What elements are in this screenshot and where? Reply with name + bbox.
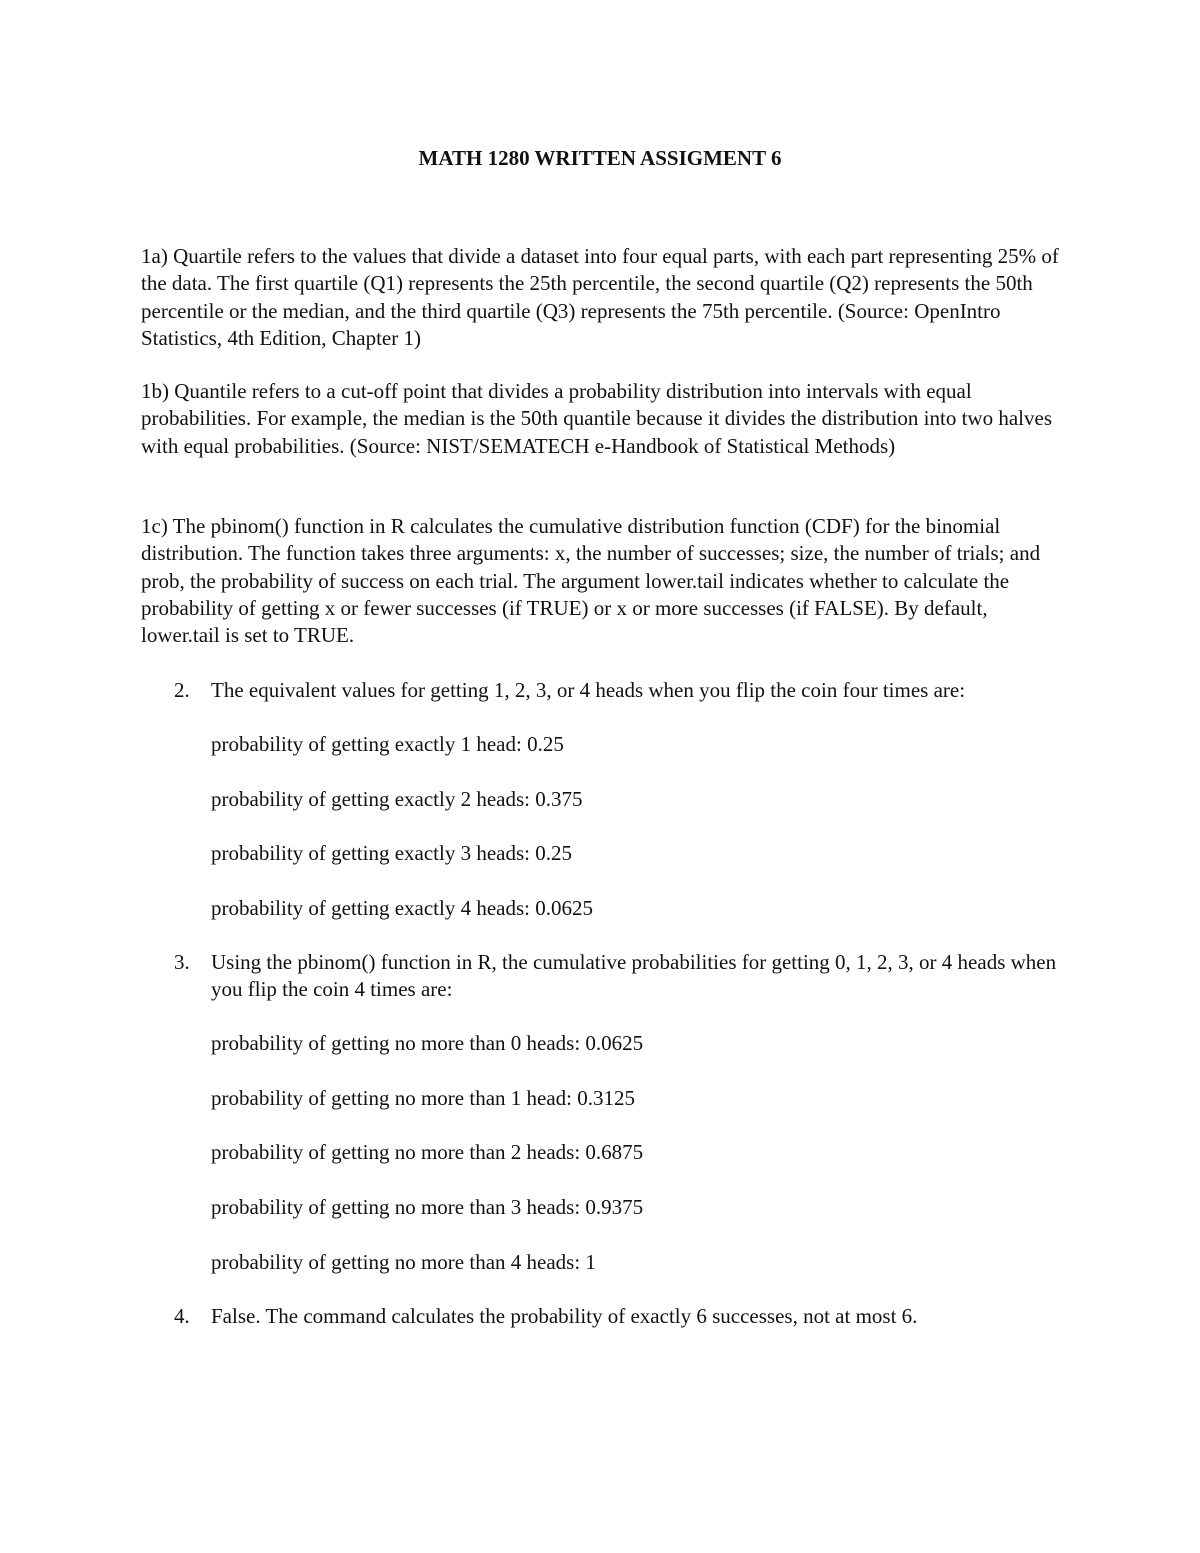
answer-2-number: 2. [174, 678, 190, 702]
answer-2-line: probability of getting exactly 3 heads: 0.25 [211, 841, 572, 865]
answer-1c [141, 513, 1071, 649]
answer-4-number: 4. [174, 1304, 190, 1328]
answer-1b-text: 1b) Quantile refers to a cut-off point that divides a probability distribution into intervals with equal probabilities. For example, the median is the 50th quantile because it divides the distribution into two halves with equal probabilities. (Source: NIST/SEMATECH e-Handbook of Statistical Methods) [141, 379, 1052, 458]
document-title: MATH 1280 WRITTEN ASSIGMENT 6 [418, 146, 782, 170]
answer-3-line: probability of getting no more than 2 heads: 0.6875 [211, 1140, 644, 1164]
answer-4-text: False. The command calculates the probability of exactly 6 successes, not at most 6. [211, 1304, 918, 1328]
answer-1c-text: 1c) The pbinom() function in R calculates the cumulative distribution function (CDF) for the binomial distribution. The function takes three arguments: x, the number of successes; size, the number of trials; and prob, the probability of success on each trial. The argument lower.tail indicates whether to calculate the probability of getting x or fewer successes (if TRUE) or x or more successes (if FALSE). By default, lower.tail is set to TRUE. [141, 514, 1041, 648]
answer-2-text: The equivalent values for getting 1, 2, 3, or 4 heads when you flip the coin four times are: [211, 678, 966, 702]
answer-1b [141, 378, 1071, 460]
answer-3-line: probability of getting no more than 4 heads: 1 [211, 1250, 596, 1274]
answer-3-line: probability of getting no more than 3 heads: 0.9375 [211, 1195, 644, 1219]
answer-3-line: probability of getting no more than 1 head: 0.3125 [211, 1086, 635, 1110]
answer-2-line: probability of getting exactly 4 heads: 0.0625 [211, 896, 593, 920]
answer-2-line: probability of getting exactly 1 head: 0.25 [211, 732, 564, 756]
answer-3-number: 3. [174, 950, 190, 974]
answer-3-text: Using the pbinom() function in R, the cumulative probabilities for getting 0, 1, 2, 3, or 4 heads when you flip the coin 4 times are: [211, 950, 1057, 1002]
answer-2-line: probability of getting exactly 2 heads: 0.375 [211, 787, 583, 811]
answer-1a [141, 243, 1071, 352]
answer-3-line: probability of getting no more than 0 heads: 0.0625 [211, 1031, 644, 1055]
answer-1a-text: 1a) Quartile refers to the values that divide a dataset into four equal parts, with each part representing 25% of the data. The first quartile (Q1) represents the 25th percentile, the second quartile (Q2) represents the 50th percentile or the median, and the third quartile (Q3) represents the 75th percentile. (Source: OpenIntro Statistics, 4th Edition, Chapter 1) [141, 244, 1059, 350]
